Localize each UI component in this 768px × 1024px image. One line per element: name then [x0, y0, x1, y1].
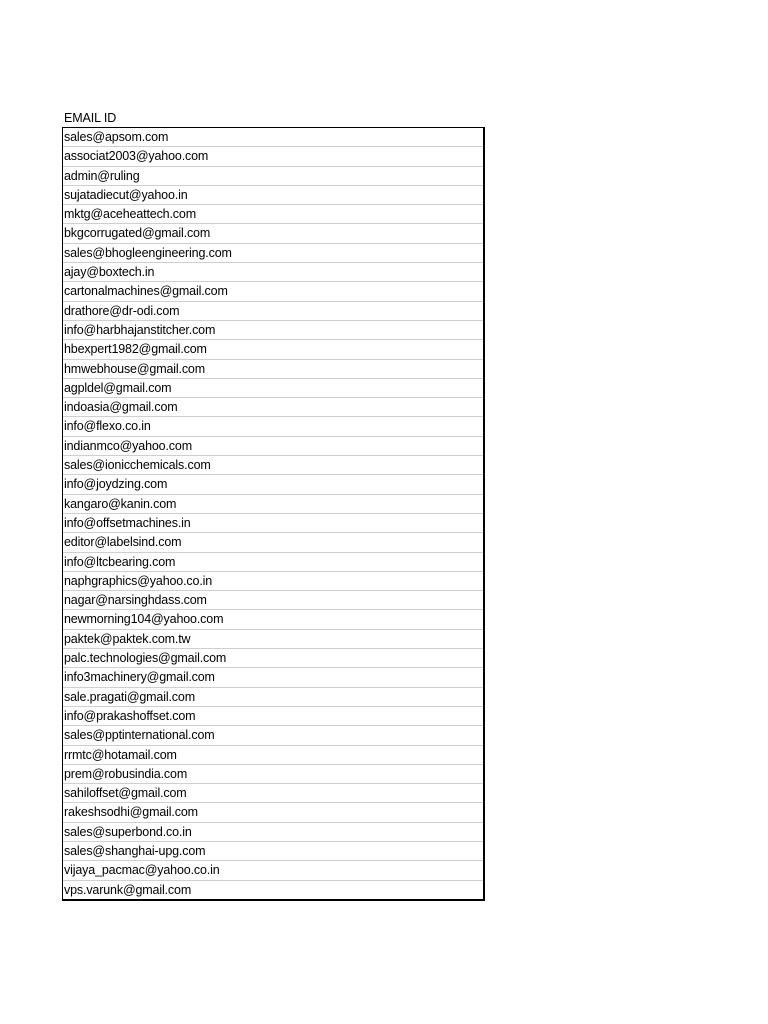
email-row: hbexpert1982@gmail.com: [63, 340, 483, 359]
email-sheet: [62, 110, 486, 901]
column-header-email-id: EMAIL ID: [64, 111, 117, 125]
email-row: drathore@dr-odi.com: [63, 302, 483, 321]
email-row: vps.varunk@gmail.com: [64, 882, 192, 897]
email-row: sales@pptinternational.com: [63, 726, 483, 745]
email-row: rrmtc@hotamail.com: [63, 746, 483, 765]
email-row: vijaya_pacmac@yahoo.co.in: [63, 861, 483, 880]
email-row: rakeshsodhi@gmail.com: [63, 803, 483, 822]
email-row: mktg@aceheattech.com: [63, 205, 483, 224]
email-row: agpldel@gmail.com: [63, 379, 483, 398]
email-row: newmorning104@yahoo.com: [63, 610, 483, 629]
email-row: naphgraphics@yahoo.co.in: [63, 572, 483, 591]
email-row: info3machinery@gmail.com: [63, 668, 483, 687]
email-row: prem@robusindia.com: [63, 765, 483, 784]
email-row: info@joydzing.com: [63, 475, 483, 494]
email-row: bkgcorrugated@gmail.com: [63, 224, 483, 243]
email-row: sales@apsom.com: [63, 128, 483, 147]
email-row: hmwebhouse@gmail.com: [63, 360, 483, 379]
email-row: sujatadiecut@yahoo.in: [63, 186, 483, 205]
email-row: palc.technologies@gmail.com: [63, 649, 483, 668]
email-row: cartonalmachines@gmail.com: [63, 282, 483, 301]
email-row: paktek@paktek.com.tw: [63, 630, 483, 649]
email-row: indianmco@yahoo.com: [63, 437, 483, 456]
email-row: info@prakashoffset.com: [63, 707, 483, 726]
email-row: sales@shanghai-upg.com: [63, 842, 483, 861]
email-row: sales@bhogleengineering.com: [63, 244, 483, 263]
email-row: sale.pragati@gmail.com: [63, 688, 483, 707]
email-row: nagar@narsinghdass.com: [63, 591, 483, 610]
email-row: info@harbhajanstitcher.com: [63, 321, 483, 340]
email-row: sahiloffset@gmail.com: [63, 784, 483, 803]
email-row: info@ltcbearing.com: [63, 553, 483, 572]
email-row: sales@ionicchemicals.com: [63, 456, 483, 475]
email-row: info@offsetmachines.in: [63, 514, 483, 533]
email-row: ajay@boxtech.in: [63, 263, 483, 282]
email-row: info@flexo.co.in: [63, 417, 483, 436]
email-table: [62, 127, 485, 901]
email-row: indoasia@gmail.com: [63, 398, 483, 417]
email-row: admin@ruling: [63, 167, 483, 186]
email-row: sales@superbond.co.in: [63, 823, 483, 842]
email-row: associat2003@yahoo.com: [63, 147, 483, 166]
email-row: editor@labelsind.com: [63, 533, 483, 552]
email-row: kangaro@kanin.com: [63, 495, 483, 514]
